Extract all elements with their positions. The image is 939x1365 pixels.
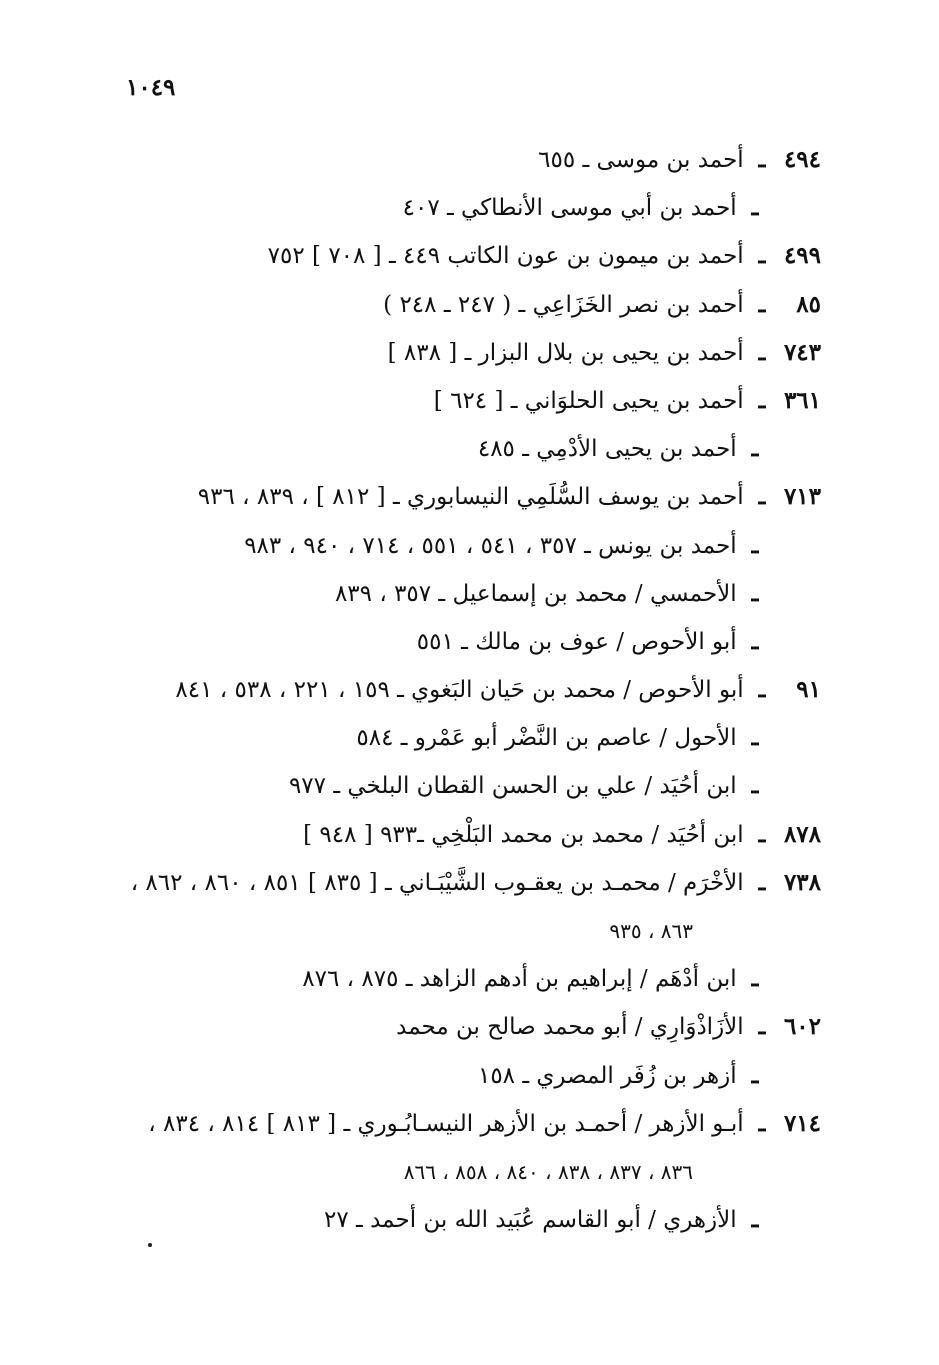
index-entry <box>101 859 821 955</box>
entry-dash: ـ <box>751 724 759 752</box>
entry-dash: ـ <box>758 242 766 270</box>
entry-line <box>101 136 821 184</box>
entry-line <box>101 762 821 810</box>
entry-number: ٦٠٢ <box>783 1013 821 1041</box>
entry-dash: ـ <box>758 386 766 414</box>
entry-text: أحمد بن يوسف السُّلَمِي النيسابوري ـ [ ٨١٢ ] ، ٨٣٩ ، ٩٣٦ <box>197 484 744 511</box>
index-entry <box>101 136 821 184</box>
entry-number: ٧٣٨ <box>783 868 821 896</box>
entry-number: ٧١٤ <box>783 1109 821 1137</box>
entry-text: أحمد بن موسى ـ ٦٥٥ <box>538 147 744 173</box>
entry-text: ابن أدْهَم / إبراهيم بن أدهم الزاهد ـ ٨٧٥ ، ٨٧٦ <box>302 966 737 993</box>
entry-line <box>101 1196 821 1244</box>
entry-line <box>101 281 821 329</box>
entry-dash: ـ <box>751 627 759 655</box>
entry-text: أزهر بن زُفَر المصري ـ ١٥٨ <box>477 1062 737 1089</box>
entry-number: ٨٧٨ <box>783 820 821 848</box>
index-entry <box>101 1196 821 1244</box>
entry-dash: ـ <box>751 579 759 607</box>
entry-dash: ـ <box>758 1109 766 1137</box>
index-entry <box>101 811 821 859</box>
entry-line <box>101 955 821 1003</box>
index-entry <box>101 425 821 473</box>
entry-text: أبو الأحوص / عوف بن مالك ـ ٥٥١ <box>416 628 737 655</box>
index-entry <box>101 281 821 329</box>
index-entry <box>101 329 821 377</box>
entry-text: أحمد بن يونس ـ ٣٥٧ ، ٥٤١ ، ٥٥١ ، ٧١٤ ، ٩٤٠ ، ٩٨٣ <box>244 532 737 559</box>
index-entry <box>101 184 821 232</box>
entry-text: أبـو الأزهر / أحمـد بن الأزهر النيسـابُـوري ـ [ ٨١٣ ] ٨١٤ ، ٨٣٤ ، <box>148 1110 744 1137</box>
entry-number: ٧١٣ <box>783 483 821 511</box>
entry-dash: ـ <box>751 1206 759 1234</box>
entry-line <box>101 377 821 425</box>
entry-number: ٧٤٣ <box>783 338 821 366</box>
entry-text: الأزَاذْوَارِي / أبو محمد صالح بن محمد <box>396 1014 744 1041</box>
entry-number: ٤٩٤ <box>783 146 821 173</box>
index-entry <box>101 1003 821 1051</box>
entry-line <box>101 570 821 618</box>
entry-text: الأحول / عاصم بن النَّضْر أبو عَمْرو ـ ٥٨٤ <box>356 725 737 752</box>
index-entry <box>101 570 821 618</box>
entry-line <box>101 473 821 521</box>
entry-dash: ـ <box>751 194 759 222</box>
entry-text: ابن أحُيَد / محمد بن محمد البَلْخِي ـ٩٣٣ [ ٩٤٨ ] <box>303 821 744 848</box>
entry-line <box>101 425 821 473</box>
entry-dash: ـ <box>758 868 766 896</box>
index-entry <box>101 522 821 570</box>
entry-line <box>101 666 821 714</box>
entry-dash: ـ <box>758 290 766 318</box>
entry-dash: ـ <box>758 820 766 848</box>
entry-dash: ـ <box>751 435 759 463</box>
entry-line <box>101 1100 821 1148</box>
entry-text: أحمد بن أبي موسى الأنطاكي ـ ٤٠٧ <box>402 195 737 222</box>
entry-line <box>101 1052 821 1100</box>
entry-text: الأخْرَم / محمـد بن يعقـوب الشَّيْبَـاني ـ [ ٨٣٥ ] ٨٥١ ، ٨٦٠ ، ٨٦٢ ، <box>130 869 744 896</box>
index-entry <box>101 666 821 714</box>
entry-text: الأزهري / أبو القاسم عُبَيد الله بن أحمد ـ ٢٧ <box>324 1207 737 1234</box>
index-entry <box>101 618 821 666</box>
index-entry <box>101 473 821 521</box>
entry-number: ٣٦١ <box>783 386 821 414</box>
entry-dash: ـ <box>751 965 759 993</box>
entry-line <box>101 232 821 280</box>
entry-dash: ـ <box>758 483 766 511</box>
index-entry <box>101 232 821 280</box>
entry-dash: ـ <box>758 146 766 173</box>
stray-mark <box>148 1243 152 1247</box>
entry-text: أحمد بن نصر الخَزَاعِي ـ ( ٢٤٧ ـ ٢٤٨ ) <box>383 291 744 318</box>
entry-line <box>101 329 821 377</box>
entry-dash: ـ <box>751 531 759 559</box>
entry-line <box>101 618 821 666</box>
entry-number: ٨٥ <box>796 290 821 318</box>
index-entry <box>101 714 821 762</box>
entry-text: الأحمسي / محمد بن إسماعيل ـ ٣٥٧ ، ٨٣٩ <box>334 580 737 607</box>
entry-dash: ـ <box>758 1013 766 1041</box>
index-entry <box>101 1100 821 1196</box>
index-entry <box>101 377 821 425</box>
entry-dash: ـ <box>751 772 759 800</box>
entry-number: ٤٩٩ <box>783 242 821 270</box>
page-number: ١٠٤٩ <box>126 74 176 101</box>
entry-line <box>101 714 821 762</box>
entry-text: أحمد بن يحيى الأدْمِي ـ ٤٨٥ <box>477 436 737 463</box>
entry-text: أبو الأحوص / محمد بن حَيان البَغوي ـ ١٥٩ ، ٢٢١ ، ٥٣٨ ، ٨٤١ <box>175 677 744 704</box>
entry-line <box>101 811 821 859</box>
entry-line <box>101 1003 821 1051</box>
index-entry <box>101 955 821 1003</box>
entry-dash: ـ <box>758 338 766 366</box>
entry-number: ٩١ <box>796 676 821 704</box>
entry-line <box>101 184 821 232</box>
entry-text: ابن أحُيَد / علي بن الحسن القطان البلخي ـ ٩٧٧ <box>288 773 737 800</box>
entry-dash: ـ <box>751 1061 759 1089</box>
entry-dash: ـ <box>758 676 766 704</box>
entry-line <box>101 859 821 907</box>
entry-line <box>101 522 821 570</box>
index-entry <box>101 762 821 810</box>
entry-text: أحمد بن يحيى الحلوَاني ـ [ ٦٢٤ ] <box>433 387 744 414</box>
index-entry <box>101 1052 821 1100</box>
entry-continuation: ٨٣٦ ، ٨٣٧ ، ٨٣٨ ، ٨٤٠ ، ٨٥٨ ، ٨٦٦ <box>403 1159 693 1184</box>
entry-text: أحمد بن يحيى بن بلال البزار ـ [ ٨٣٨ ] <box>387 339 744 366</box>
entry-continuation: ٨٦٣ ، ٩٣٥ <box>609 919 693 943</box>
entry-text: أحمد بن ميمون بن عون الكاتب ٤٤٩ ـ [ ٧٠٨ ] ٧٥٢ <box>267 243 744 270</box>
index-list <box>101 136 821 1244</box>
